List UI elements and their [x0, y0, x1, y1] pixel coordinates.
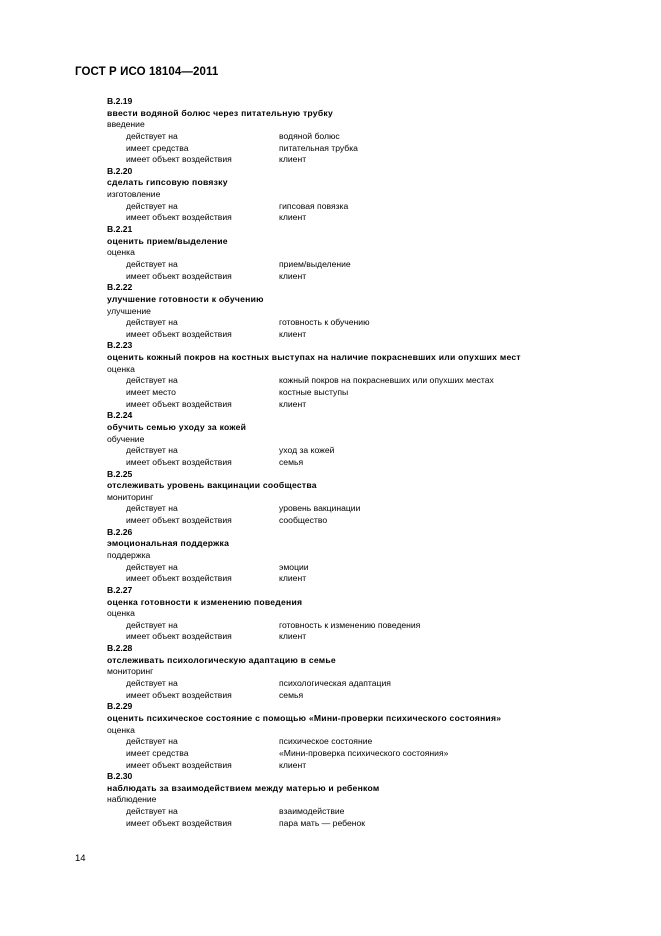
- entry: [107, 585, 627, 643]
- relation-name: действует на: [126, 619, 178, 630]
- relation-name: имеет средства: [126, 747, 189, 758]
- entry-category: оценка: [107, 608, 135, 619]
- relation-name: имеет объект воздействия: [126, 817, 232, 828]
- relation-value: клиент: [279, 759, 307, 770]
- entry-title: оценка готовности к изменению поведения: [107, 596, 303, 607]
- entry: [107, 340, 627, 410]
- relation-row: [107, 573, 627, 585]
- relation-name: действует на: [126, 130, 178, 141]
- relation-row: [107, 503, 627, 515]
- relation-value: клиент: [279, 398, 307, 409]
- relation-name: имеет объект воздействия: [126, 328, 232, 339]
- relation-row: [107, 154, 627, 166]
- page-number: 14: [75, 853, 86, 864]
- relation-row: [107, 678, 627, 690]
- relation-value: костные выступы: [279, 387, 349, 398]
- relation-row: [107, 620, 627, 632]
- relation-name: имеет объект воздействия: [126, 689, 232, 700]
- relation-row: [107, 736, 627, 748]
- entry-code: B.2.21: [107, 224, 133, 235]
- entry-category: обучение: [107, 433, 145, 444]
- relation-value: питательная трубка: [279, 142, 358, 153]
- relation-name: имеет объект воздействия: [126, 456, 232, 467]
- relation-value: уровень вакцинации: [279, 503, 361, 514]
- relation-value: кожный покров на покрасневших или опухших местах: [279, 375, 494, 386]
- relation-row: [107, 806, 627, 818]
- document-header: ГОСТ Р ИСО 18104—2011: [75, 66, 219, 78]
- entry-category: введение: [107, 119, 145, 130]
- relation-value: уход за кожей: [279, 445, 335, 456]
- relation-name: действует на: [126, 258, 178, 269]
- relation-name: действует на: [126, 200, 178, 211]
- relation-name: имеет объект воздействия: [126, 212, 232, 223]
- relation-value: клиент: [279, 573, 307, 584]
- relation-value: семья: [279, 689, 304, 700]
- relation-value: прием/выделение: [279, 258, 351, 269]
- entry-code: B.2.23: [107, 340, 133, 351]
- relation-value: психическое состояние: [279, 736, 373, 747]
- entry-category: поддержка: [107, 549, 151, 560]
- relation-name: имеет объект воздействия: [126, 759, 232, 770]
- relation-row: [107, 445, 627, 457]
- relation-name: имеет место: [126, 387, 176, 398]
- entry: [107, 282, 627, 340]
- entry-code: B.2.19: [107, 96, 133, 106]
- entry-title: улучшение готовности к обучению: [107, 293, 264, 304]
- entry-code: B.2.30: [107, 771, 133, 782]
- entry-code: B.2.29: [107, 701, 133, 712]
- relation-name: действует на: [126, 317, 178, 328]
- relation-name: имеет объект воздействия: [126, 573, 232, 584]
- entry-category: наблюдение: [107, 794, 157, 805]
- entry-title: обучить семью уходу за кожей: [107, 421, 247, 432]
- entry-code: B.2.27: [107, 584, 133, 595]
- relation-value: семья: [279, 456, 304, 467]
- relation-row: [107, 562, 627, 574]
- entry-category: оценка: [107, 724, 135, 735]
- relation-name: имеет объект воздействия: [126, 154, 232, 165]
- relation-row: [107, 399, 627, 411]
- entry-title: отслеживать уровень вакцинации сообщества: [107, 480, 317, 491]
- relation-row: [107, 515, 627, 527]
- entry: [107, 527, 627, 585]
- relation-name: действует на: [126, 503, 178, 514]
- entry: [107, 96, 627, 166]
- relation-value: «Мини-проверка психического состояния»: [279, 747, 449, 758]
- relation-name: действует на: [126, 561, 178, 572]
- entry-category: улучшение: [107, 305, 151, 316]
- entry-category: мониторинг: [107, 491, 154, 502]
- relation-name: имеет средства: [126, 142, 189, 153]
- entries-list: [107, 96, 627, 829]
- relation-name: действует на: [126, 806, 178, 817]
- relation-name: имеет объект воздействия: [126, 270, 232, 281]
- relation-value: готовность к обучению: [279, 317, 370, 328]
- relation-name: действует на: [126, 375, 178, 386]
- relation-row: [107, 131, 627, 143]
- relation-row: [107, 690, 627, 702]
- entry-code: B.2.26: [107, 526, 133, 537]
- relation-name: имеет объект воздействия: [126, 631, 232, 642]
- relation-value: психологическая адаптация: [279, 678, 391, 689]
- relation-row: [107, 631, 627, 643]
- entry-code: B.2.20: [107, 165, 133, 176]
- relation-value: водяной болюс: [279, 130, 340, 141]
- entry-title: оценить кожный покров на костных выступах на наличие покрасневших или опухших мест: [107, 352, 521, 363]
- entry-code: B.2.22: [107, 282, 133, 293]
- relation-row: [107, 329, 627, 341]
- relation-row: [107, 143, 627, 155]
- relation-row: [107, 818, 627, 830]
- entry: [107, 701, 627, 771]
- entry: [107, 224, 627, 282]
- relation-name: имеет объект воздействия: [126, 515, 232, 526]
- entry-code: B.2.25: [107, 468, 133, 479]
- relation-value: гипсовая повязка: [279, 200, 349, 211]
- relation-row: [107, 375, 627, 387]
- entry-code: B.2.28: [107, 643, 133, 654]
- relation-value: клиент: [279, 631, 307, 642]
- entry-title: сделать гипсовую повязку: [107, 177, 228, 188]
- entry-category: изготовление: [107, 189, 161, 200]
- entry-category: оценка: [107, 247, 135, 258]
- entry: [107, 166, 627, 224]
- relation-value: сообщество: [279, 515, 328, 526]
- entry: [107, 410, 627, 468]
- relation-value: клиент: [279, 212, 307, 223]
- relation-value: клиент: [279, 328, 307, 339]
- relation-value: клиент: [279, 154, 307, 165]
- entry-title: наблюдать за взаимодействием между матерью и ребенком: [107, 782, 380, 793]
- relation-name: действует на: [126, 445, 178, 456]
- entry: [107, 771, 627, 829]
- relation-value: готовность к изменению поведения: [279, 619, 421, 630]
- entry-code: B.2.24: [107, 410, 133, 421]
- entry-title: эмоциональная поддержка: [107, 538, 230, 549]
- entry-title: оценить прием/выделение: [107, 235, 228, 246]
- relation-row: [107, 271, 627, 283]
- entry-title: ввести водяной болюс через питательную трубку: [107, 107, 333, 118]
- relation-row: [107, 317, 627, 329]
- relation-row: [107, 760, 627, 772]
- relation-value: эмоции: [279, 561, 309, 572]
- entry: [107, 643, 627, 701]
- entry-title: отслеживать психологическую адаптацию в семье: [107, 654, 336, 665]
- entry-category: оценка: [107, 363, 135, 374]
- relation-name: имеет объект воздействия: [126, 398, 232, 409]
- relation-row: [107, 201, 627, 213]
- relation-value: взаимодействие: [279, 806, 345, 817]
- entry-title: оценить психическое состояние с помощью «Мини-проверки психического состояния»: [107, 712, 502, 723]
- relation-row: [107, 457, 627, 469]
- relation-value: клиент: [279, 270, 307, 281]
- relation-row: [107, 259, 627, 271]
- entry-category: мониторинг: [107, 666, 154, 677]
- relation-row: [107, 387, 627, 399]
- relation-row: [107, 748, 627, 760]
- entry: [107, 469, 627, 527]
- relation-name: действует на: [126, 736, 178, 747]
- relation-value: пара мать — ребенок: [279, 817, 366, 828]
- relation-row: [107, 212, 627, 224]
- relation-name: действует на: [126, 678, 178, 689]
